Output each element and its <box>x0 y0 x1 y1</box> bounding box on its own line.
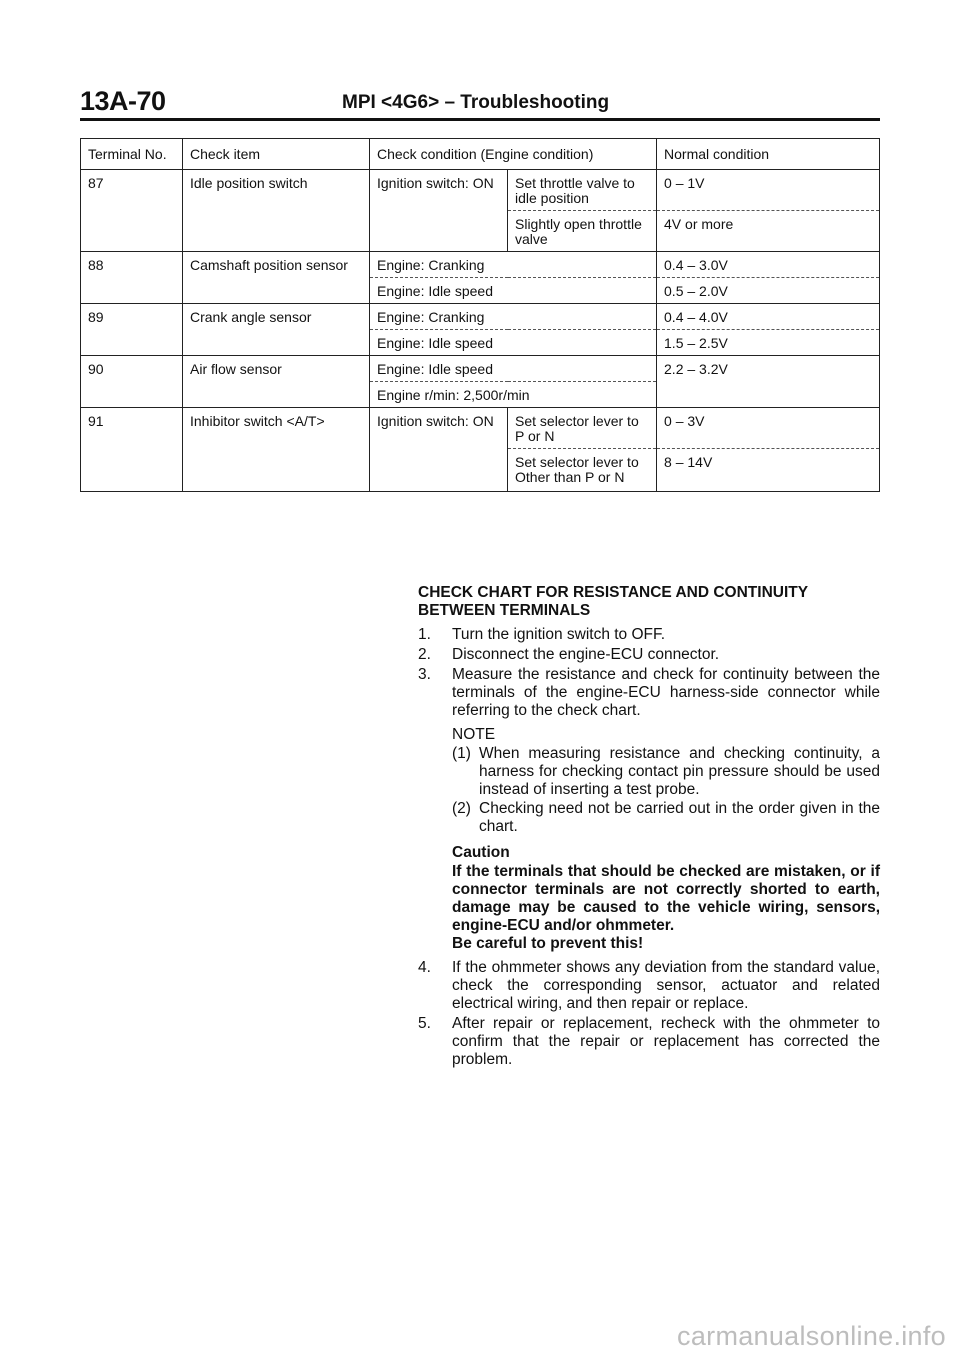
page-title: MPI <4G6> – Troubleshooting <box>342 92 610 113</box>
terminal-cell: 87 <box>81 170 183 252</box>
caution-title: Caution <box>452 844 510 861</box>
page-number: 13A-70 <box>80 86 166 116</box>
table-row <box>81 252 880 278</box>
step-number: 1. <box>418 626 431 643</box>
note-item <box>452 800 880 836</box>
sub-condition-cell: Set throttle valve to idle position <box>508 170 657 211</box>
terminal-cell: 88 <box>81 252 183 304</box>
check-item-cell: Crank angle sensor <box>183 304 370 356</box>
check-item-cell: Camshaft position sensor <box>183 252 370 304</box>
header-rule <box>80 118 880 121</box>
normal-value-cell: 0.4 – 4.0V <box>657 304 880 330</box>
condition-cell: Engine: Cranking <box>370 252 657 278</box>
caution-text: If the terminals that should be checked are mistaken, or if connector terminals are not correctly shorted to earth, damage may be caused to the vehicle wiring, sensors, engine-ECU and/or ohmmeter. <box>452 863 880 934</box>
normal-value-cell: 2.2 – 3.2V <box>657 356 880 408</box>
header-normal-condition: Normal condition <box>657 139 880 170</box>
note-title: NOTE <box>452 726 496 743</box>
header-check-item: Check item <box>183 139 370 170</box>
sub-condition-cell: Set selector lever to P or N <box>508 408 657 449</box>
terminal-cell: 91 <box>81 408 183 492</box>
note-number: (2) <box>452 800 471 817</box>
check-item-cell: Air flow sensor <box>183 356 370 408</box>
check-item-cell: Inhibitor switch <A/T> <box>183 408 370 492</box>
caution-block <box>418 844 880 953</box>
normal-value-cell: 0 – 3V <box>657 408 880 449</box>
step-item <box>418 666 880 720</box>
procedure-steps <box>418 626 880 720</box>
step-text: If the ohmmeter shows any deviation from the standard value, check the corresponding sensor, actuator and related electrical wiring, and then repair or replace. <box>452 959 880 1012</box>
section-title-line: CHECK CHART FOR RESISTANCE AND CONTINUITY <box>418 584 809 601</box>
note-item <box>452 745 880 799</box>
normal-value-cell: 4V or more <box>657 211 880 252</box>
terminal-cell: 89 <box>81 304 183 356</box>
note-text: Checking need not be carried out in the order given in the chart. <box>479 800 880 835</box>
section-title <box>418 584 880 620</box>
check-table <box>80 138 880 492</box>
table-header-row <box>81 139 880 170</box>
watermark: carmanualsonline.info <box>677 1321 946 1351</box>
step-text: Disconnect the engine-ECU connector. <box>452 646 720 663</box>
condition-cell: Engine: Cranking <box>370 304 657 330</box>
condition-cell: Engine: Idle speed <box>370 356 657 382</box>
caution-final-line: Be careful to prevent this! <box>452 935 644 952</box>
note-text: When measuring resistance and checking continuity, a harness for checking contact pin pressure should be used instead of inserting a test probe. <box>479 745 880 798</box>
normal-value-cell: 8 – 14V <box>657 449 880 492</box>
table-row <box>81 304 880 330</box>
step-number: 4. <box>418 959 431 976</box>
normal-value-cell: 1.5 – 2.5V <box>657 330 880 356</box>
table-row <box>81 356 880 382</box>
continuity-section <box>418 584 880 1071</box>
note-block <box>418 726 880 836</box>
step-text: After repair or replacement, recheck with the ohmmeter to confirm that the repair or replacement has corrected the problem. <box>452 1015 880 1068</box>
table-row <box>81 408 880 449</box>
condition-cell: Engine: Idle speed <box>370 278 657 304</box>
step-item <box>418 626 880 644</box>
header-terminal: Terminal No. <box>81 139 183 170</box>
condition-cell: Engine: Idle speed <box>370 330 657 356</box>
header-check-condition: Check condition (Engine condition) <box>370 139 657 170</box>
sub-condition-cell: Set selector lever to Other than P or N <box>508 449 657 492</box>
section-title-line: BETWEEN TERMINALS <box>418 602 591 619</box>
step-text: Turn the ignition switch to OFF. <box>452 626 666 643</box>
condition-main-cell: Ignition switch: ON <box>370 170 508 252</box>
table-row <box>81 170 880 211</box>
step-item <box>418 959 880 1013</box>
normal-value-cell: 0 – 1V <box>657 170 880 211</box>
note-number: (1) <box>452 745 471 762</box>
page-header <box>80 84 880 116</box>
procedure-steps-continued <box>418 959 880 1069</box>
normal-value-cell: 0.5 – 2.0V <box>657 278 880 304</box>
condition-main-cell: Ignition switch: ON <box>370 408 508 492</box>
step-number: 5. <box>418 1015 431 1032</box>
step-text: Measure the resistance and check for continuity between the terminals of the engine-ECU harness-side connector while referring to the check chart. <box>452 666 880 719</box>
terminal-cell: 90 <box>81 356 183 408</box>
step-number: 3. <box>418 666 431 683</box>
condition-cell: Engine r/min: 2,500r/min <box>370 382 657 408</box>
step-item <box>418 646 880 664</box>
normal-value-cell: 0.4 – 3.0V <box>657 252 880 278</box>
sub-condition-cell: Slightly open throttle valve <box>508 211 657 252</box>
step-number: 2. <box>418 646 431 663</box>
step-item <box>418 1015 880 1069</box>
check-item-cell: Idle position switch <box>183 170 370 252</box>
